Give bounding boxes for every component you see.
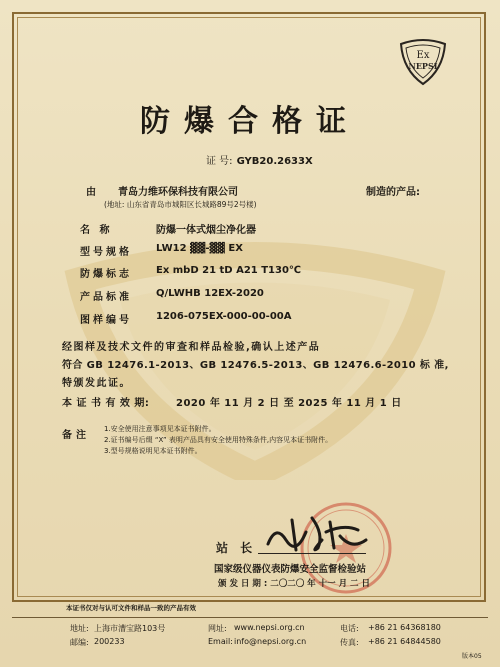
footer-zip: 200233 (94, 637, 125, 646)
page-title: 防爆合格证 (140, 104, 360, 139)
footer-email[interactable]: info@nepsi.org.cn (234, 637, 307, 646)
field-marking-value: Ex mbD 21 tD A21 T130℃ (156, 265, 302, 276)
cert-number-value: GYB20.2633X (236, 156, 313, 167)
signature-line (258, 553, 366, 554)
footer-web-label: 网址: (208, 624, 227, 633)
validity-label: 本 证 书 有 效 期: (62, 398, 150, 409)
director-label: 站 长 (216, 541, 257, 555)
logo-text-top: Ex (416, 50, 430, 61)
remarks-list (104, 424, 332, 457)
issuing-organization: 国家级仪器仪表防爆安全监督检验站 (214, 564, 367, 575)
statement-line-2: 符合 GB 12476.1-2013、GB 12476.5-2013、GB 12476.6-2010 标 准, (62, 360, 449, 371)
remarks-label: 备注 (62, 430, 90, 441)
edition-label: 版本05 (462, 653, 482, 660)
statement-line-1: 经图样及技术文件的审查和样品检验,确认上述产品 (62, 342, 321, 353)
cert-number-label: 证 号: (206, 156, 233, 167)
field-drawing-label: 图样编号 (80, 315, 132, 326)
footer-rule (12, 617, 488, 618)
statement-line-3: 特颁发此证。 (62, 378, 131, 389)
footer-web[interactable]: www.nepsi.org.cn (234, 623, 305, 632)
footer-fax-label: 传真: (340, 638, 359, 647)
footer-fax: +86 21 64844580 (368, 637, 441, 646)
manufacturer-suffix: 制造的产品: (366, 187, 420, 198)
footer-zip-label: 邮编: (70, 638, 89, 647)
remark-item: 3.型号规格说明见本证书附件。 (104, 447, 202, 455)
field-name-value: 防爆一体式烟尘净化器 (156, 225, 256, 236)
nepsi-logo-icon (397, 36, 449, 88)
logo-text-bottom: NEPSI (408, 61, 438, 71)
manufacturer-address: (地址: 山东省青岛市城阳区长城路89号2号楼) (104, 200, 257, 209)
footer-tel: +86 21 64368180 (368, 623, 441, 632)
remark-item: 2.证书编号后缀 “X” 表明产品具有安全使用特殊条件,内容见本证书附件。 (104, 436, 333, 444)
field-model-label: 型号规格 (80, 247, 132, 258)
field-standard-label: 产品标准 (80, 292, 132, 303)
remark-item: 1.安全使用注意事项见本证书附件。 (104, 425, 216, 433)
field-standard-value: Q/LWHB 12EX-2020 (156, 288, 264, 299)
field-drawing-value: 1206-075EX-000-00-00A (156, 311, 292, 322)
cert-number (206, 152, 313, 167)
field-name-label: 名 称 (80, 225, 113, 236)
manufacturer-name: 青岛力维环保科技有限公司 (118, 187, 238, 198)
footer-tel-label: 电话: (340, 624, 359, 633)
field-marking-label: 防爆标志 (80, 269, 132, 280)
footer-email-label: Email: (208, 637, 233, 646)
issue-date: 颁 发 日 期 : 二〇二〇 年 十一 月 二 日 (218, 579, 370, 589)
footer-address: 上海市漕宝路103号 (94, 624, 166, 633)
handwritten-signature-icon (262, 510, 372, 556)
validity-value: 2020 年 11 月 2 日 至 2025 年 11 月 1 日 (176, 398, 402, 409)
footer-address-label: 地址: (70, 624, 89, 633)
manufacturer-prefix: 由 (86, 187, 96, 198)
field-model-value: LW12 ▓▓-▓▓ EX (156, 243, 243, 254)
validity-note: 本证书仅对与认可文件和样品一致的产品有效 (66, 604, 196, 612)
